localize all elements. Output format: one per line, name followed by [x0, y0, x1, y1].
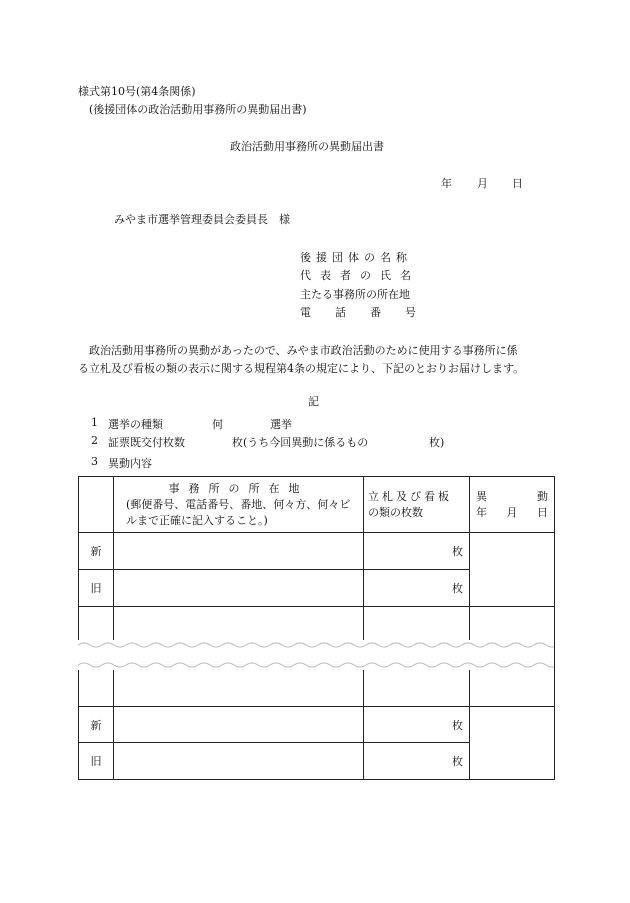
item-2-end: 枚) — [429, 436, 445, 449]
header-count-line-2: の類の枚数 — [368, 505, 423, 519]
table-header-row — [79, 477, 555, 533]
date-year-label: 年 — [441, 177, 452, 190]
row-old-count-unit[interactable]: 枚 — [364, 743, 470, 780]
row-old-address-cell[interactable] — [114, 570, 364, 607]
applicant-office-address-label: 主たる事務所の所在地 — [300, 288, 410, 301]
row-old-label: 旧 — [79, 570, 114, 607]
row-date-cell[interactable] — [470, 533, 555, 607]
row-old-count-unit[interactable]: 枚 — [364, 570, 470, 607]
header-office-title: 事務所の所在地 — [168, 481, 309, 495]
date-day-label: 日 — [512, 177, 523, 190]
header-date-month: 月 — [506, 505, 518, 519]
label-text: 電話番号 — [300, 306, 440, 319]
item-1-label: 選挙の種類 — [108, 418, 163, 431]
row-date-cell[interactable] — [470, 707, 555, 780]
header-date-cell — [470, 477, 555, 533]
form-number: 様式第10号(第4条関係) — [78, 85, 196, 98]
header-office-cell — [114, 477, 364, 533]
row-new-address-cell[interactable] — [114, 533, 364, 570]
header-date-do: 動 — [537, 489, 548, 503]
row-new-count-unit[interactable]: 枚 — [364, 533, 470, 570]
header-date-i: 異 — [476, 489, 487, 503]
row-new-count-unit[interactable]: 枚 — [364, 707, 470, 743]
item-1-number: 1 — [91, 416, 98, 429]
item-3-number: 3 — [91, 455, 98, 468]
applicant-phone-label — [300, 304, 440, 320]
body-text-line-2: る立札及び看板の類の表示に関する規程第4条の規定により、下記のとおりお届けします。 — [78, 362, 525, 375]
item-2-mai: 枚(うち今回異動に係るもの — [232, 436, 369, 449]
table-row-new — [79, 533, 555, 570]
form-subtitle: (後援団体の政治活動用事務所の異動届出書) — [89, 103, 307, 116]
row-new-label: 新 — [79, 707, 114, 743]
header-date-day: 日 — [537, 505, 548, 519]
header-date-line-1 — [476, 489, 548, 505]
header-office-note: (郵便番号、電話番号、番地、何々方、何々ビルまで正確に記入すること。) — [126, 497, 351, 527]
item-1-nani: 何 — [212, 418, 223, 431]
label-text: 代表者の氏名 — [300, 269, 420, 282]
item-2-label: 証票既交付枚数 — [108, 436, 185, 449]
table-row-new-2 — [79, 707, 555, 743]
change-table-upper — [78, 476, 555, 667]
header-date-line-2 — [476, 505, 548, 521]
document-title: 政治活動用事務所の異動届出書 — [230, 140, 384, 153]
body-text-line-1: 政治活動用事務所の異動があったので、みやま市政治活動のために使用する事務所に係 — [89, 344, 518, 357]
item-1-senkyo: 選挙 — [270, 418, 292, 431]
date-month-label: 月 — [477, 177, 488, 190]
ki-heading: 記 — [308, 395, 319, 408]
applicant-org-name-label — [300, 249, 418, 265]
row-new-address-cell[interactable] — [114, 707, 364, 743]
item-2-number: 2 — [91, 434, 98, 447]
row-old-label: 旧 — [79, 743, 114, 780]
header-count-cell — [364, 477, 470, 533]
header-blank-cell — [79, 477, 114, 533]
header-date-year: 年 — [476, 505, 487, 519]
header-count-line-1: 立札及び看板 — [368, 489, 452, 503]
item-3-label: 異動内容 — [108, 457, 152, 470]
applicant-rep-name-label — [300, 267, 420, 283]
row-old-address-cell[interactable] — [114, 743, 364, 780]
label-text: 後援団体の名称 — [300, 251, 412, 264]
addressee: みやま市選挙管理委員会委員長 様 — [114, 213, 290, 226]
wavy-break-lines — [78, 640, 554, 670]
table-break — [78, 640, 554, 670]
row-new-label: 新 — [79, 533, 114, 570]
